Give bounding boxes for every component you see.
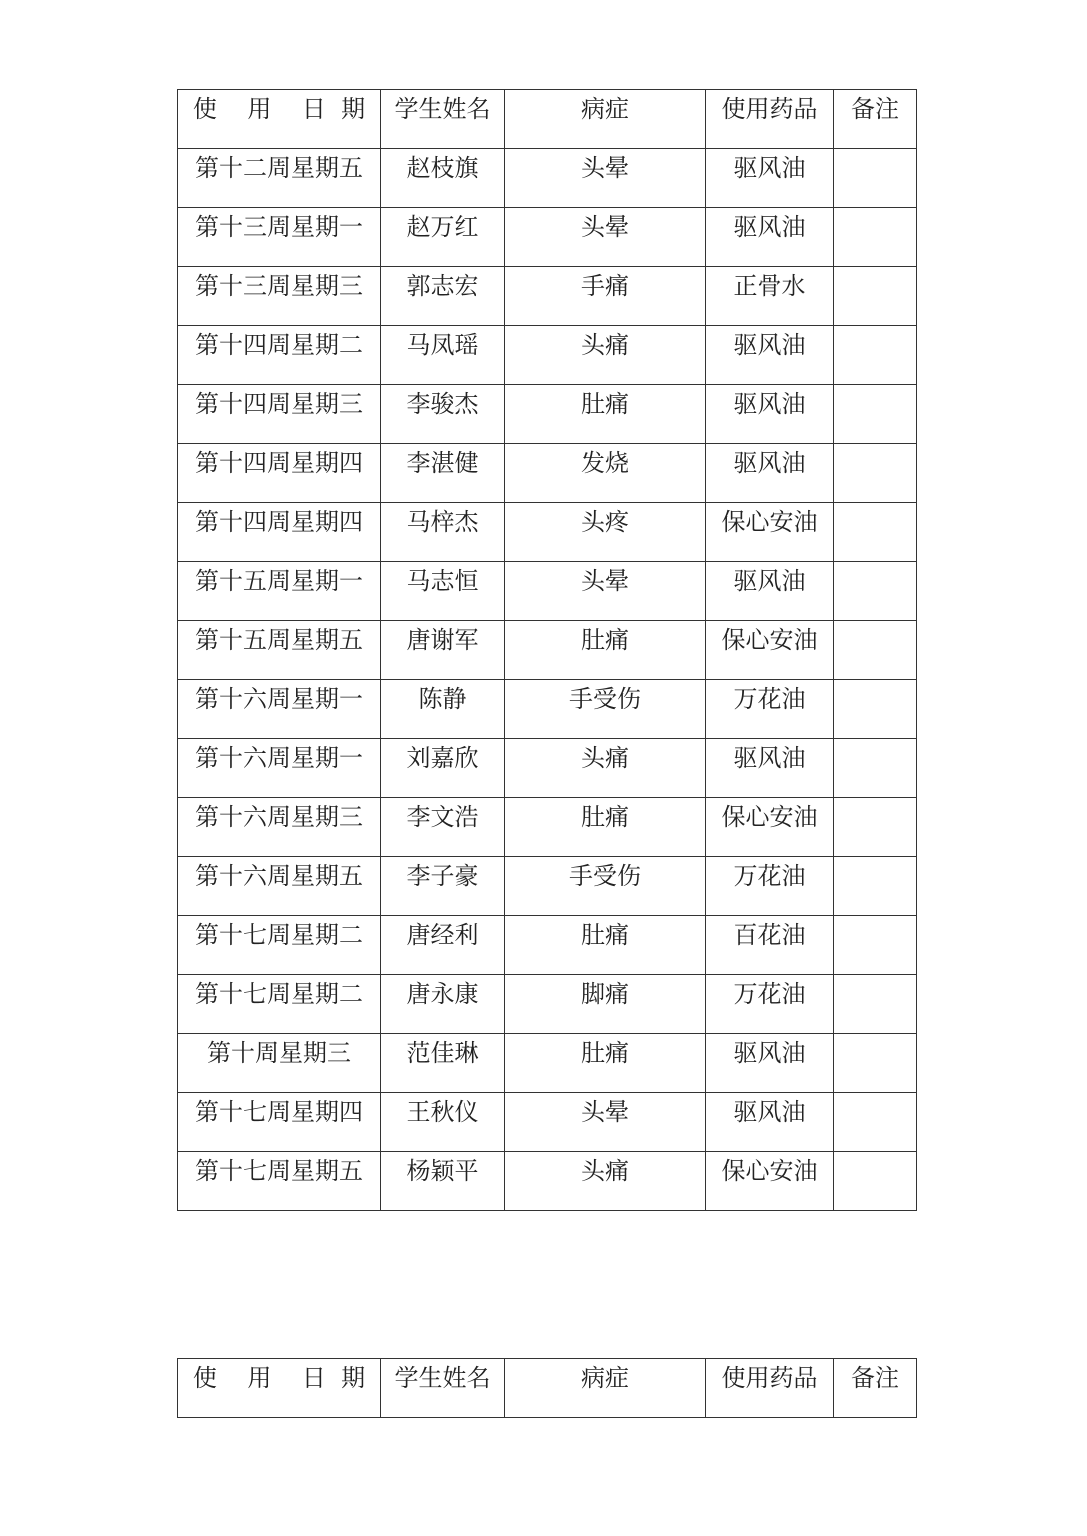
table-row (178, 385, 917, 444)
cell-note (834, 680, 917, 739)
cell-note (834, 739, 917, 798)
cell-note (834, 975, 917, 1034)
cell-note (834, 562, 917, 621)
header-medicine: 使用药品 (706, 1359, 834, 1418)
cell-illness: 发烧 (505, 444, 706, 503)
header-student-name: 学生姓名 (381, 90, 505, 149)
cell-illness: 肚痛 (505, 385, 706, 444)
cell-illness: 头晕 (505, 1093, 706, 1152)
cell-student-name: 杨颖平 (381, 1152, 505, 1211)
cell-date: 第十六周星期一 (178, 739, 381, 798)
header-student-name: 学生姓名 (381, 1359, 505, 1418)
header-illness: 病症 (505, 1359, 706, 1418)
cell-illness: 肚痛 (505, 798, 706, 857)
cell-illness: 手受伤 (505, 857, 706, 916)
cell-medicine: 保心安油 (706, 1152, 834, 1211)
cell-medicine: 万花油 (706, 857, 834, 916)
cell-medicine: 驱风油 (706, 149, 834, 208)
cell-medicine: 驱风油 (706, 385, 834, 444)
header-medicine: 使用药品 (706, 90, 834, 149)
table-row (178, 1152, 917, 1211)
cell-note (834, 798, 917, 857)
cell-note (834, 916, 917, 975)
cell-note (834, 444, 917, 503)
table-row (178, 857, 917, 916)
cell-date: 第十七周星期二 (178, 916, 381, 975)
header-date: 使 用 日 期 (178, 90, 381, 149)
cell-student-name: 马志恒 (381, 562, 505, 621)
cell-medicine: 保心安油 (706, 621, 834, 680)
table-row (178, 326, 917, 385)
cell-date: 第十二周星期五 (178, 149, 381, 208)
cell-date: 第十六周星期五 (178, 857, 381, 916)
cell-illness: 头痛 (505, 1152, 706, 1211)
cell-note (834, 149, 917, 208)
cell-illness: 手痛 (505, 267, 706, 326)
cell-medicine: 驱风油 (706, 326, 834, 385)
cell-student-name: 刘嘉欣 (381, 739, 505, 798)
cell-student-name: 范佳琳 (381, 1034, 505, 1093)
medicine-log-table (177, 89, 917, 1211)
cell-medicine: 驱风油 (706, 562, 834, 621)
cell-illness: 头痛 (505, 739, 706, 798)
table-body (178, 149, 917, 1211)
cell-student-name: 陈静 (381, 680, 505, 739)
cell-date: 第十三周星期一 (178, 208, 381, 267)
header-note: 备注 (834, 1359, 917, 1418)
cell-student-name: 郭志宏 (381, 267, 505, 326)
cell-date: 第十四周星期四 (178, 444, 381, 503)
cell-note (834, 326, 917, 385)
cell-note (834, 857, 917, 916)
table-row (178, 267, 917, 326)
cell-date: 第十五周星期五 (178, 621, 381, 680)
cell-medicine: 驱风油 (706, 444, 834, 503)
cell-medicine: 万花油 (706, 680, 834, 739)
cell-date: 第十七周星期五 (178, 1152, 381, 1211)
medicine-log-table-continued (177, 1358, 917, 1418)
cell-note (834, 208, 917, 267)
table-row (178, 562, 917, 621)
cell-medicine: 驱风油 (706, 1093, 834, 1152)
table-row (178, 208, 917, 267)
table-row (178, 680, 917, 739)
table-row (178, 444, 917, 503)
header-note: 备注 (834, 90, 917, 149)
header-illness: 病症 (505, 90, 706, 149)
cell-illness: 头疼 (505, 503, 706, 562)
cell-medicine: 保心安油 (706, 798, 834, 857)
cell-note (834, 1034, 917, 1093)
cell-medicine: 正骨水 (706, 267, 834, 326)
table-row (178, 621, 917, 680)
cell-note (834, 621, 917, 680)
cell-date: 第十六周星期一 (178, 680, 381, 739)
header-date: 使 用 日 期 (178, 1359, 381, 1418)
cell-date: 第十四周星期三 (178, 385, 381, 444)
cell-student-name: 李文浩 (381, 798, 505, 857)
cell-student-name: 唐经利 (381, 916, 505, 975)
table-header-row (178, 90, 917, 149)
cell-date: 第十七周星期二 (178, 975, 381, 1034)
cell-illness: 肚痛 (505, 621, 706, 680)
cell-note (834, 503, 917, 562)
cell-medicine: 百花油 (706, 916, 834, 975)
cell-illness: 肚痛 (505, 1034, 706, 1093)
cell-date: 第十五周星期一 (178, 562, 381, 621)
table-row (178, 739, 917, 798)
cell-student-name: 赵枝旗 (381, 149, 505, 208)
cell-illness: 头痛 (505, 326, 706, 385)
table-row (178, 1093, 917, 1152)
cell-student-name: 唐谢军 (381, 621, 505, 680)
table-row (178, 503, 917, 562)
cell-illness: 头晕 (505, 149, 706, 208)
cell-note (834, 385, 917, 444)
table-row (178, 975, 917, 1034)
cell-student-name: 李骏杰 (381, 385, 505, 444)
cell-student-name: 马凤瑶 (381, 326, 505, 385)
cell-medicine: 驱风油 (706, 739, 834, 798)
cell-medicine: 万花油 (706, 975, 834, 1034)
cell-student-name: 李子豪 (381, 857, 505, 916)
cell-date: 第十四周星期二 (178, 326, 381, 385)
cell-student-name: 赵万红 (381, 208, 505, 267)
cell-date: 第十七周星期四 (178, 1093, 381, 1152)
table-row (178, 149, 917, 208)
cell-date: 第十三周星期三 (178, 267, 381, 326)
cell-student-name: 李湛健 (381, 444, 505, 503)
cell-illness: 肚痛 (505, 916, 706, 975)
cell-date: 第十周星期三 (178, 1034, 381, 1093)
cell-illness: 手受伤 (505, 680, 706, 739)
cell-student-name: 马梓杰 (381, 503, 505, 562)
cell-note (834, 1093, 917, 1152)
table-row (178, 916, 917, 975)
cell-illness: 头晕 (505, 562, 706, 621)
table-row (178, 798, 917, 857)
cell-medicine: 驱风油 (706, 1034, 834, 1093)
cell-illness: 脚痛 (505, 975, 706, 1034)
cell-illness: 头晕 (505, 208, 706, 267)
cell-student-name: 王秋仪 (381, 1093, 505, 1152)
cell-note (834, 1152, 917, 1211)
cell-date: 第十六周星期三 (178, 798, 381, 857)
table-row (178, 1034, 917, 1093)
cell-date: 第十四周星期四 (178, 503, 381, 562)
cell-medicine: 驱风油 (706, 208, 834, 267)
cell-note (834, 267, 917, 326)
cell-student-name: 唐永康 (381, 975, 505, 1034)
cell-medicine: 保心安油 (706, 503, 834, 562)
table-header-row (178, 1359, 917, 1418)
